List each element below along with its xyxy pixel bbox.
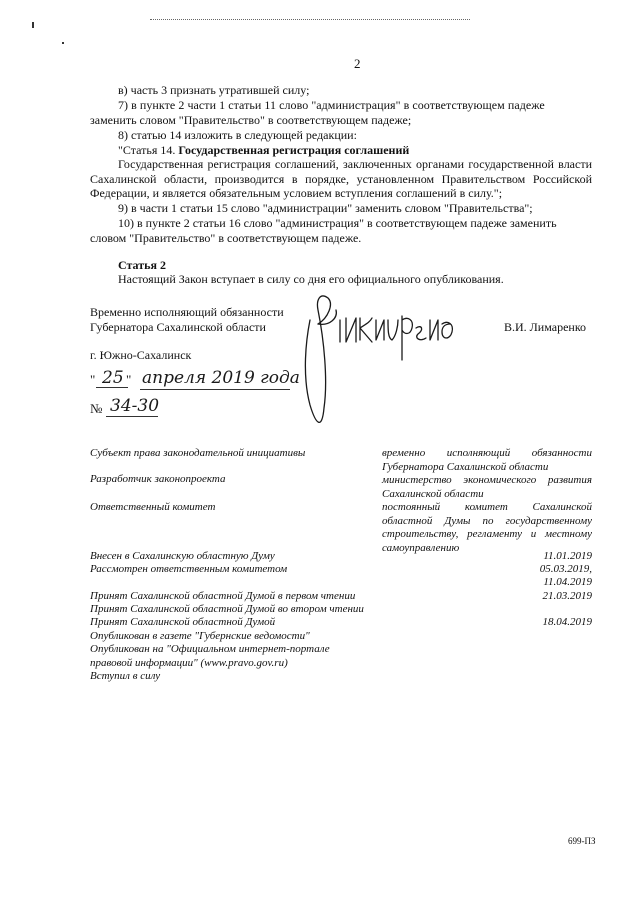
detail-value: министерство экономического развития Сахалинской области <box>382 474 592 500</box>
history-date: 05.03.2019, <box>539 563 592 575</box>
detail-value: временно исполняющий обязанности Губернатора Сахалинской области <box>382 447 592 473</box>
date-open-quote: " <box>90 372 96 387</box>
detail-label: Субъект права законодательной инициативы <box>90 447 306 459</box>
scan-dotted-line <box>150 19 470 20</box>
number-symbol: № <box>90 401 103 416</box>
scan-mark <box>32 22 34 28</box>
date-underline <box>96 387 128 388</box>
article-2-text: Настоящий Закон вступает в силу со дня его официального опубликования. <box>118 272 504 286</box>
history-label: Внесен в Сахалинскую областную Думу <box>90 550 275 562</box>
date-close-quote: " <box>126 372 132 387</box>
detail-value: постоянный комитет Сахалинской областной Думы по государственному строительству, регламенту и местному самоуправлению <box>382 501 592 554</box>
article-2-heading: Статья 2 <box>118 258 166 272</box>
paragraph: 8) статью 14 изложить в следующей редакции: <box>118 128 357 142</box>
detail-label: Разработчик законопроекта <box>90 473 226 485</box>
history-label: Вступил в силу <box>90 670 161 682</box>
paragraph: заменить словом "Правительство" в соответствующем падеже; <box>90 113 412 127</box>
history-label: Принят Сахалинской областной Думой <box>90 616 276 628</box>
history-label: Принят Сахалинской областной Думой во втором чтении <box>90 603 364 615</box>
signatory-position: Временно исполняющий обязанности <box>90 305 284 319</box>
history-date: 11.01.2019 <box>543 550 592 562</box>
history-date: 18.04.2019 <box>542 616 592 628</box>
history-date: 11.04.2019 <box>543 576 592 588</box>
paragraph: 10) в пункте 2 статьи 16 слово "администрация" в соответствующем падеже заменить <box>118 216 557 230</box>
date-day: 25 <box>102 368 124 388</box>
law-number: 34-30 <box>110 396 160 416</box>
city: г. Южно-Сахалинск <box>90 348 192 362</box>
article-14-prefix: "Статья 14. <box>118 143 179 157</box>
signatory-position: Губернатора Сахалинской области <box>90 320 266 334</box>
history-label: Опубликован на "Официальном интернет-портале правовой информации" (www.pravo.gov.ru) <box>90 643 330 669</box>
handwritten-signature <box>288 280 468 440</box>
history-label: Рассмотрен ответственным комитетом <box>90 563 288 575</box>
number-underline <box>106 416 158 417</box>
page-number: 2 <box>354 56 361 71</box>
article-14-heading <box>118 143 409 158</box>
scan-mark <box>62 42 64 44</box>
history-date: 21.03.2019 <box>542 590 592 602</box>
article-14-title: Государственная регистрация соглашений <box>178 143 410 157</box>
paragraph: 9) в части 1 статьи 15 слово "администрации" заменить словом "Правительства"; <box>118 201 533 215</box>
history-label: Опубликован в газете "Губернские ведомости" <box>90 630 310 642</box>
history-label: Принят Сахалинской областной Думой в первом чтении <box>90 590 356 602</box>
paragraph: словом "Правительство" в соответствующем падеже. <box>90 231 362 245</box>
detail-label: Ответственный комитет <box>90 501 216 513</box>
signatory-name: В.И. Лимаренко <box>504 320 587 334</box>
paragraph: в) часть 3 признать утратившей силу; <box>118 83 310 97</box>
date-rest: апреля 2019 года <box>142 368 300 388</box>
footer-code: 699-ПЗ <box>568 836 596 846</box>
paragraph: Государственная регистрация соглашений, заключенных органами государственной власти Сахалинской области, производится в порядке, установленном Правительством Российской Федерации, и является обязательным условием вступления соглашений в силу."; <box>90 157 592 201</box>
paragraph: 7) в пункте 2 части 1 статьи 11 слово "администрация" в соответствующем падеже <box>118 98 545 112</box>
date-underline <box>140 389 290 390</box>
